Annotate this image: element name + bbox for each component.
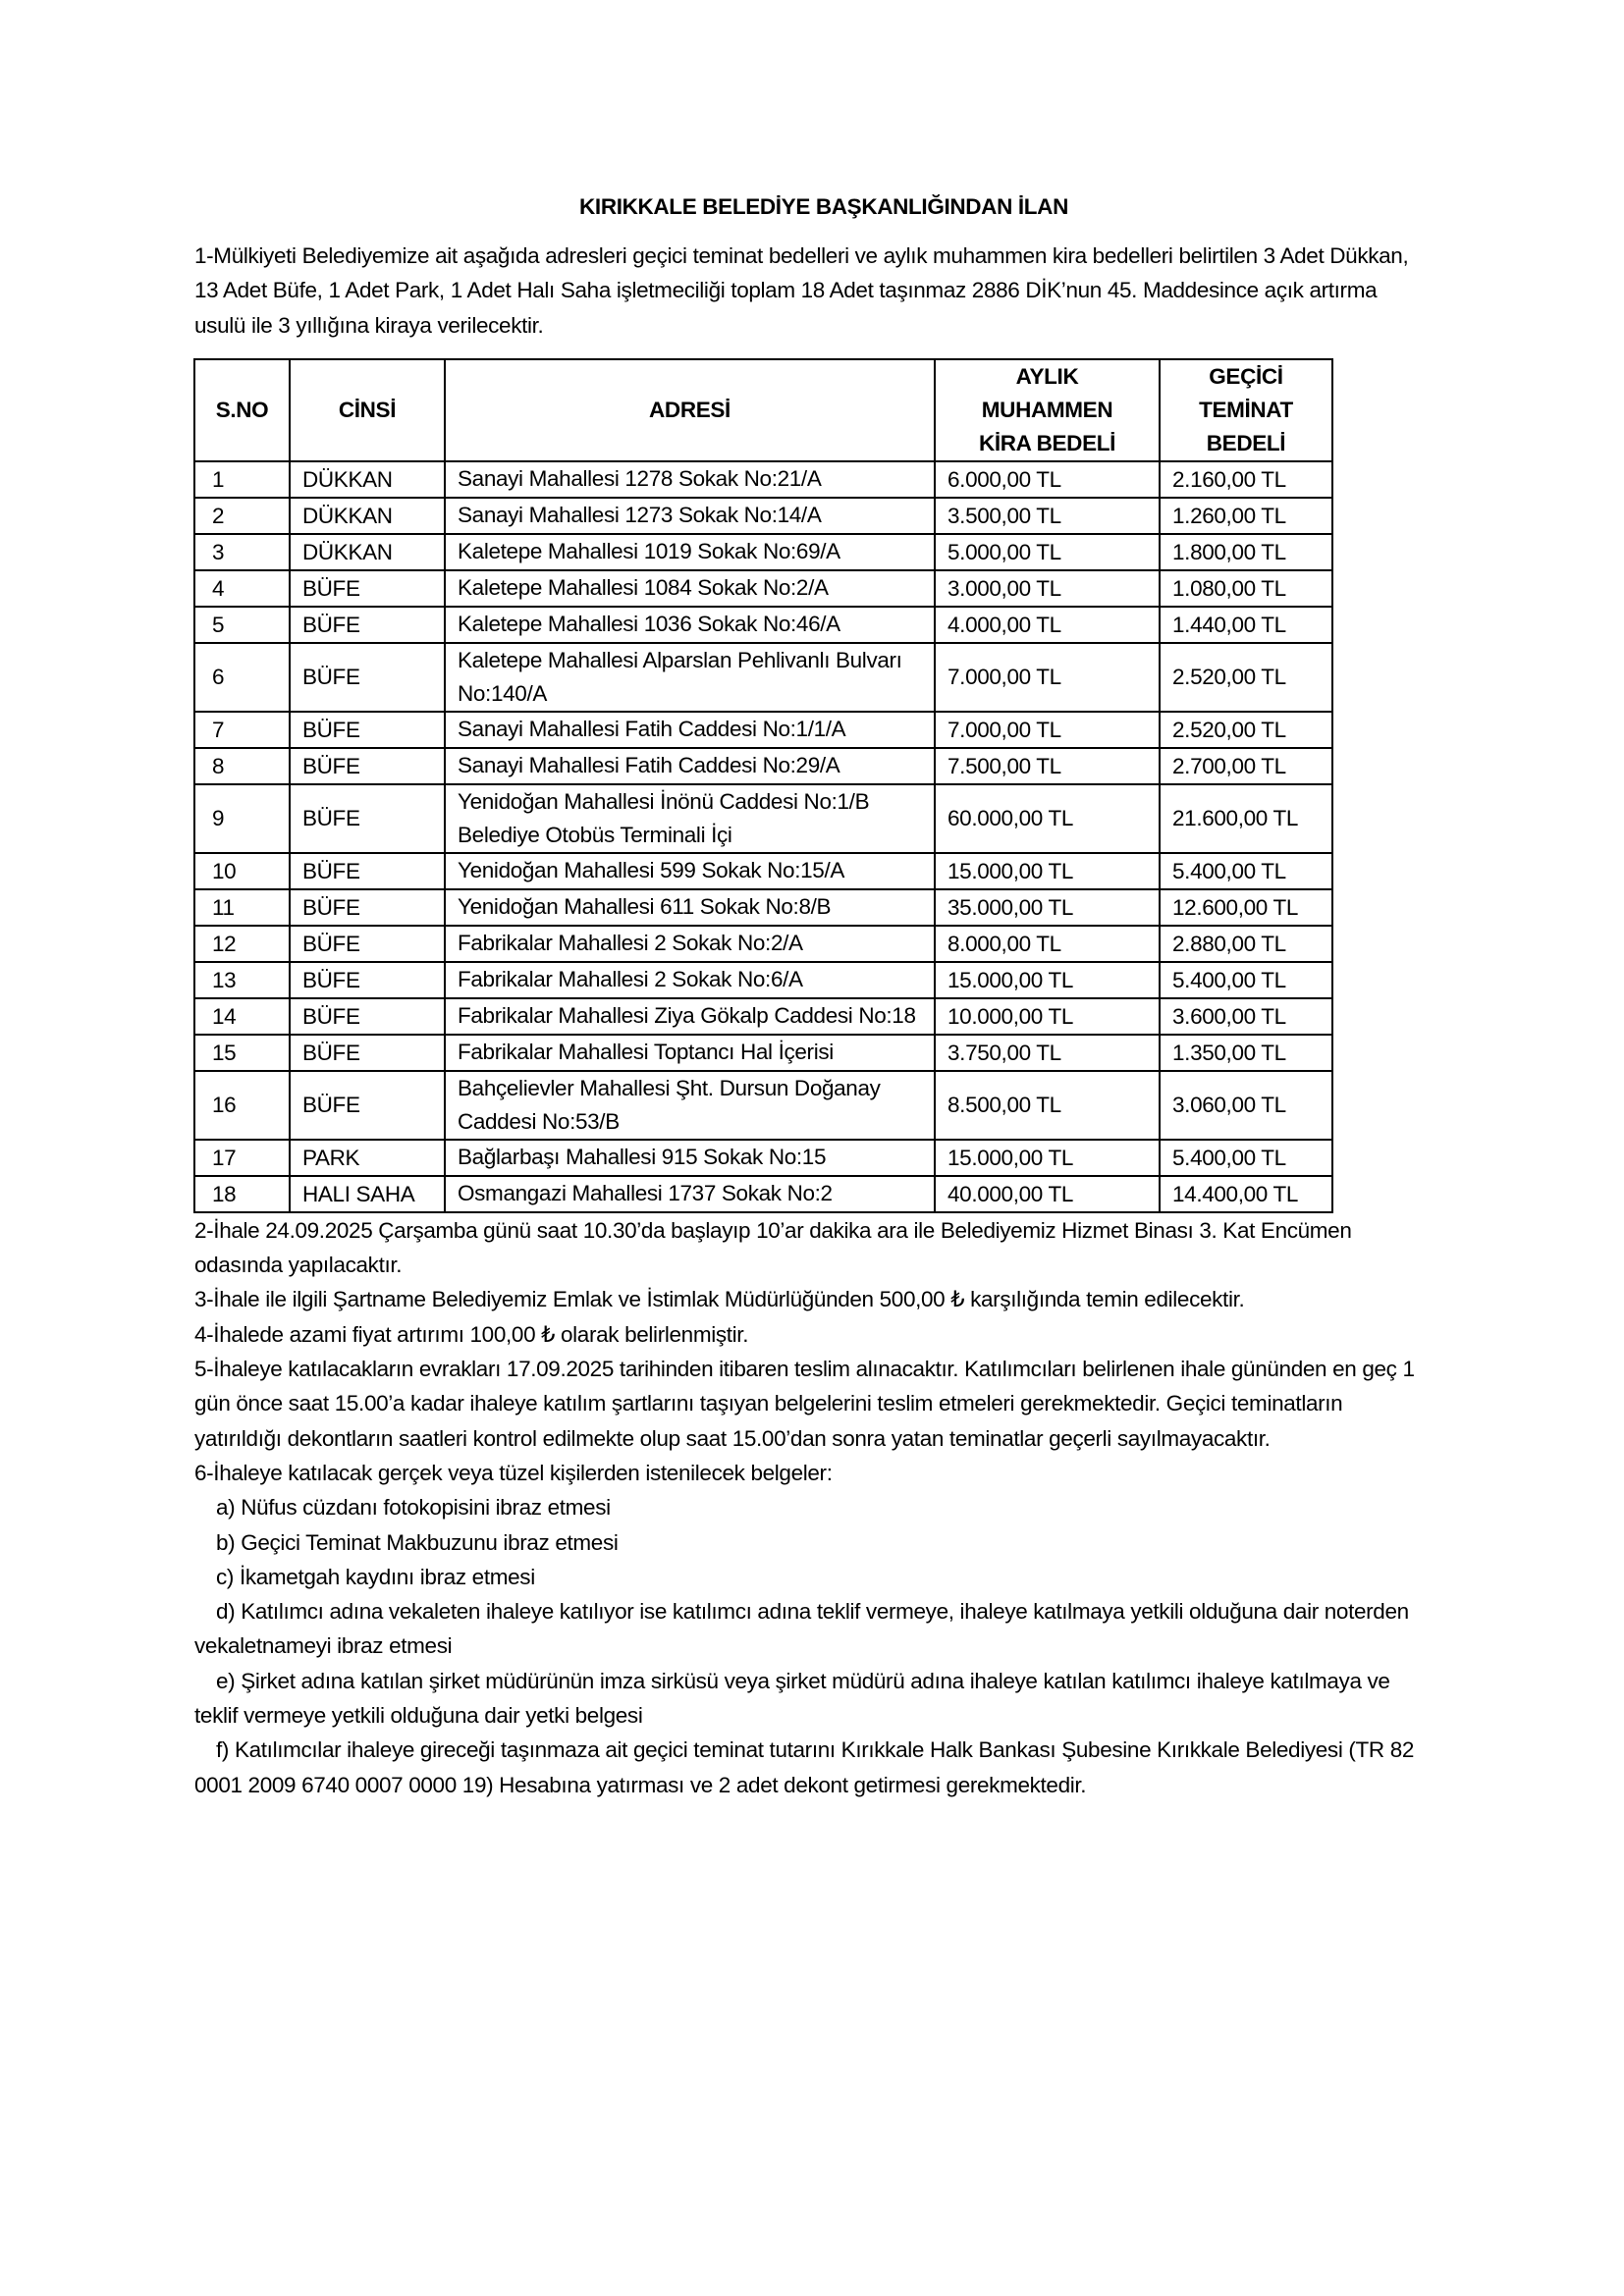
cell-teminat: 1.440,00 TL	[1160, 607, 1332, 643]
cell-teminat: 3.600,00 TL	[1160, 998, 1332, 1035]
cell-sno: 18	[194, 1176, 290, 1212]
table-row	[194, 962, 1332, 998]
cell-teminat: 2.520,00 TL	[1160, 643, 1332, 712]
cell-adres: Osmangazi Mahallesi 1737 Sokak No:2	[445, 1176, 935, 1212]
cell-kira: 8.500,00 TL	[935, 1071, 1160, 1140]
cell-kira: 10.000,00 TL	[935, 998, 1160, 1035]
cell-cinsi: DÜKKAN	[290, 498, 445, 534]
header-teminat-line: GEÇİCİ	[1209, 363, 1283, 389]
requirement-f-text: f) Katılımcılar ihaleye gireceği taşınmaza ait geçici teminat tutarını Kırıkkale Halk Bankası Şubesine Kırıkkale Belediyesi (TR 82 0001 2009 6740 0007 0000 19) Hesabına yatırması ve 2 adet dekont getirmesi gerekmektedir.	[194, 1737, 1415, 1797]
cell-sno: 11	[194, 889, 290, 926]
cell-teminat: 1.800,00 TL	[1160, 534, 1332, 570]
cell-teminat: 5.400,00 TL	[1160, 1140, 1332, 1176]
cell-sno: 17	[194, 1140, 290, 1176]
cell-teminat: 2.700,00 TL	[1160, 748, 1332, 784]
cell-kira: 40.000,00 TL	[935, 1176, 1160, 1212]
header-kira-line: MUHAMMEN	[981, 397, 1113, 422]
cell-kira: 3.500,00 TL	[935, 498, 1160, 534]
requirement-f	[194, 1733, 1432, 1802]
cell-kira: 3.000,00 TL	[935, 570, 1160, 607]
cell-teminat: 5.400,00 TL	[1160, 853, 1332, 889]
table-row	[194, 853, 1332, 889]
cell-sno: 13	[194, 962, 290, 998]
table-row	[194, 1035, 1332, 1071]
cell-cinsi: BÜFE	[290, 784, 445, 853]
table-row	[194, 998, 1332, 1035]
header-teminat-line: TEMİNAT	[1199, 397, 1293, 422]
cell-cinsi: PARK	[290, 1140, 445, 1176]
cell-sno: 1	[194, 461, 290, 498]
cell-adres: Kaletepe Mahallesi 1036 Sokak No:46/A	[445, 607, 935, 643]
cell-cinsi: BÜFE	[290, 607, 445, 643]
cell-adres: Yenidoğan Mahallesi İnönü Caddesi No:1/B Belediye Otobüs Terminali İçi	[445, 784, 935, 853]
cell-cinsi: BÜFE	[290, 748, 445, 784]
table-row	[194, 784, 1332, 853]
cell-cinsi: BÜFE	[290, 712, 445, 748]
cell-sno: 10	[194, 853, 290, 889]
requirement-e	[194, 1664, 1432, 1734]
cell-kira: 7.500,00 TL	[935, 748, 1160, 784]
cell-kira: 15.000,00 TL	[935, 962, 1160, 998]
header-kira-line: KİRA BEDELİ	[978, 430, 1116, 455]
cell-kira: 5.000,00 TL	[935, 534, 1160, 570]
cell-sno: 15	[194, 1035, 290, 1071]
cell-cinsi: BÜFE	[290, 889, 445, 926]
cell-kira: 3.750,00 TL	[935, 1035, 1160, 1071]
articles-section	[194, 1213, 1432, 1802]
cell-kira: 15.000,00 TL	[935, 853, 1160, 889]
cell-cinsi: DÜKKAN	[290, 534, 445, 570]
table-row	[194, 570, 1332, 607]
cell-cinsi: BÜFE	[290, 998, 445, 1035]
cell-kira: 7.000,00 TL	[935, 643, 1160, 712]
intro-paragraph: 1-Mülkiyeti Belediyemize ait aşağıda adresleri geçici teminat bedelleri ve aylık muhammen kira bedelleri belirtilen 3 Adet Dükkan, 13 Adet Büfe, 1 Adet Park, 1 Adet Halı Saha işletmeciliği toplam 18 Adet taşınmaz 2886 DİK’nun 45. Maddesince açık artırma usulü ile 3 yıllığına kiraya verilecektir.	[194, 243, 1409, 338]
table-row	[194, 643, 1332, 712]
cell-teminat: 14.400,00 TL	[1160, 1176, 1332, 1212]
cell-adres: Sanayi Mahallesi 1278 Sokak No:21/A	[445, 461, 935, 498]
cell-adres: Yenidoğan Mahallesi 611 Sokak No:8/B	[445, 889, 935, 926]
cell-sno: 5	[194, 607, 290, 643]
cell-cinsi: HALI SAHA	[290, 1176, 445, 1212]
header-sno: S.NO	[194, 359, 290, 461]
header-teminat-line: BEDELİ	[1206, 430, 1286, 455]
cell-kira: 15.000,00 TL	[935, 1140, 1160, 1176]
article-2: 2-İhale 24.09.2025 Çarşamba günü saat 10.30’da başlayıp 10’ar dakika ara ile Belediyemiz Hizmet Binası 3. Kat Encümen odasında yapılacaktır.	[194, 1217, 1352, 1278]
cell-sno: 9	[194, 784, 290, 853]
cell-sno: 16	[194, 1071, 290, 1140]
table-row	[194, 748, 1332, 784]
table-row	[194, 461, 1332, 498]
table-row	[194, 1176, 1332, 1212]
cell-teminat: 2.520,00 TL	[1160, 712, 1332, 748]
cell-teminat: 1.350,00 TL	[1160, 1035, 1332, 1071]
table-row	[194, 498, 1332, 534]
cell-teminat: 5.400,00 TL	[1160, 962, 1332, 998]
requirement-c: c) İkametgah kaydını ibraz etmesi	[216, 1564, 535, 1589]
cell-kira: 35.000,00 TL	[935, 889, 1160, 926]
table-row	[194, 534, 1332, 570]
cell-kira: 4.000,00 TL	[935, 607, 1160, 643]
cell-adres: Bahçelievler Mahallesi Şht. Dursun Doğanay Caddesi No:53/B	[445, 1071, 935, 1140]
cell-adres: Fabrikalar Mahallesi 2 Sokak No:2/A	[445, 926, 935, 962]
cell-cinsi: BÜFE	[290, 643, 445, 712]
cell-adres: Sanayi Mahallesi Fatih Caddesi No:1/1/A	[445, 712, 935, 748]
cell-cinsi: BÜFE	[290, 1035, 445, 1071]
cell-adres: Fabrikalar Mahallesi Toptancı Hal İçerisi	[445, 1035, 935, 1071]
cell-adres: Sanayi Mahallesi Fatih Caddesi No:29/A	[445, 748, 935, 784]
requirement-d-text: d) Katılımcı adına vekaleten ihaleye katılıyor ise katılımcı adına teklif vermeye, ihaleye katılmaya yetkili olduğuna dair noterden vekaletnameyi ibraz etmesi	[194, 1599, 1409, 1659]
cell-sno: 8	[194, 748, 290, 784]
requirement-e-text: e) Şirket adına katılan şirket müdürünün imza sirküsü veya şirket müdürü adına ihaleye katılan katılımcı ihaleye katılmaya ve teklif vermeye yetkili olduğuna dair yetki belgesi	[194, 1668, 1390, 1729]
header-adresi: ADRESİ	[445, 359, 935, 461]
cell-adres: Kaletepe Mahallesi 1084 Sokak No:2/A	[445, 570, 935, 607]
cell-sno: 7	[194, 712, 290, 748]
cell-teminat: 2.880,00 TL	[1160, 926, 1332, 962]
cell-cinsi: DÜKKAN	[290, 461, 445, 498]
table-row	[194, 1140, 1332, 1176]
cell-cinsi: BÜFE	[290, 1071, 445, 1140]
cell-teminat: 12.600,00 TL	[1160, 889, 1332, 926]
cell-kira: 6.000,00 TL	[935, 461, 1160, 498]
cell-adres: Fabrikalar Mahallesi Ziya Gökalp Caddesi No:18	[445, 998, 935, 1035]
header-kira-line: AYLIK	[1015, 363, 1079, 389]
cell-adres: Yenidoğan Mahallesi 599 Sokak No:15/A	[445, 853, 935, 889]
cell-sno: 14	[194, 998, 290, 1035]
cell-adres: Sanayi Mahallesi 1273 Sokak No:14/A	[445, 498, 935, 534]
article-6: 6-İhaleye katılacak gerçek veya tüzel kişilerden istenilecek belgeler:	[194, 1460, 833, 1485]
cell-cinsi: BÜFE	[290, 853, 445, 889]
header-cinsi: CİNSİ	[290, 359, 445, 461]
table-row	[194, 889, 1332, 926]
document-page	[194, 193, 1432, 1802]
cell-sno: 4	[194, 570, 290, 607]
cell-cinsi: BÜFE	[290, 962, 445, 998]
table-header-row	[194, 359, 1332, 461]
cell-teminat: 21.600,00 TL	[1160, 784, 1332, 853]
cell-teminat: 1.080,00 TL	[1160, 570, 1332, 607]
property-table	[193, 358, 1333, 1213]
requirement-d	[194, 1594, 1432, 1664]
requirement-b: b) Geçici Teminat Makbuzunu ibraz etmesi	[216, 1529, 619, 1555]
cell-sno: 3	[194, 534, 290, 570]
cell-teminat: 2.160,00 TL	[1160, 461, 1332, 498]
table-row	[194, 926, 1332, 962]
article-3: 3-İhale ile ilgili Şartname Belediyemiz Emlak ve İstimlak Müdürlüğünden 500,00 ₺ karşılığında temin edilecektir.	[194, 1287, 1245, 1312]
cell-sno: 2	[194, 498, 290, 534]
cell-kira: 7.000,00 TL	[935, 712, 1160, 748]
cell-sno: 12	[194, 926, 290, 962]
header-teminat-bedeli	[1160, 359, 1332, 461]
document-title: KIRIKKALE BELEDİYE BAŞKANLIĞINDAN İLAN	[579, 194, 1068, 219]
cell-sno: 6	[194, 643, 290, 712]
article-5: 5-İhaleye katılacakların evrakları 17.09.2025 tarihinden itibaren teslim alınacaktır. Katılımcıları belirlenen ihale gününden en geç 1 gün önce saat 15.00’a kadar ihaleye katılım şartlarını taşıyan belgelerini teslim etmeleri gerekmektedir. Geçici teminatların yatırıldığı dekontların saatleri kontrol edilmekte olup saat 15.00’dan sonra yatan teminatlar geçerli sayılmayacaktır.	[194, 1357, 1415, 1451]
cell-cinsi: BÜFE	[290, 570, 445, 607]
cell-teminat: 3.060,00 TL	[1160, 1071, 1332, 1140]
cell-teminat: 1.260,00 TL	[1160, 498, 1332, 534]
table-row	[194, 607, 1332, 643]
requirement-a: a) Nüfus cüzdanı fotokopisini ibraz etmesi	[216, 1495, 611, 1521]
table-row	[194, 712, 1332, 748]
cell-adres: Fabrikalar Mahallesi 2 Sokak No:6/A	[445, 962, 935, 998]
cell-adres: Kaletepe Mahallesi Alparslan Pehlivanlı Bulvarı No:140/A	[445, 643, 935, 712]
cell-cinsi: BÜFE	[290, 926, 445, 962]
header-kira-bedeli	[935, 359, 1160, 461]
cell-kira: 60.000,00 TL	[935, 784, 1160, 853]
cell-adres: Bağlarbaşı Mahallesi 915 Sokak No:15	[445, 1140, 935, 1176]
table-row	[194, 1071, 1332, 1140]
cell-adres: Kaletepe Mahallesi 1019 Sokak No:69/A	[445, 534, 935, 570]
cell-kira: 8.000,00 TL	[935, 926, 1160, 962]
article-4: 4-İhalede azami fiyat artırımı 100,00 ₺ olarak belirlenmiştir.	[194, 1321, 749, 1347]
